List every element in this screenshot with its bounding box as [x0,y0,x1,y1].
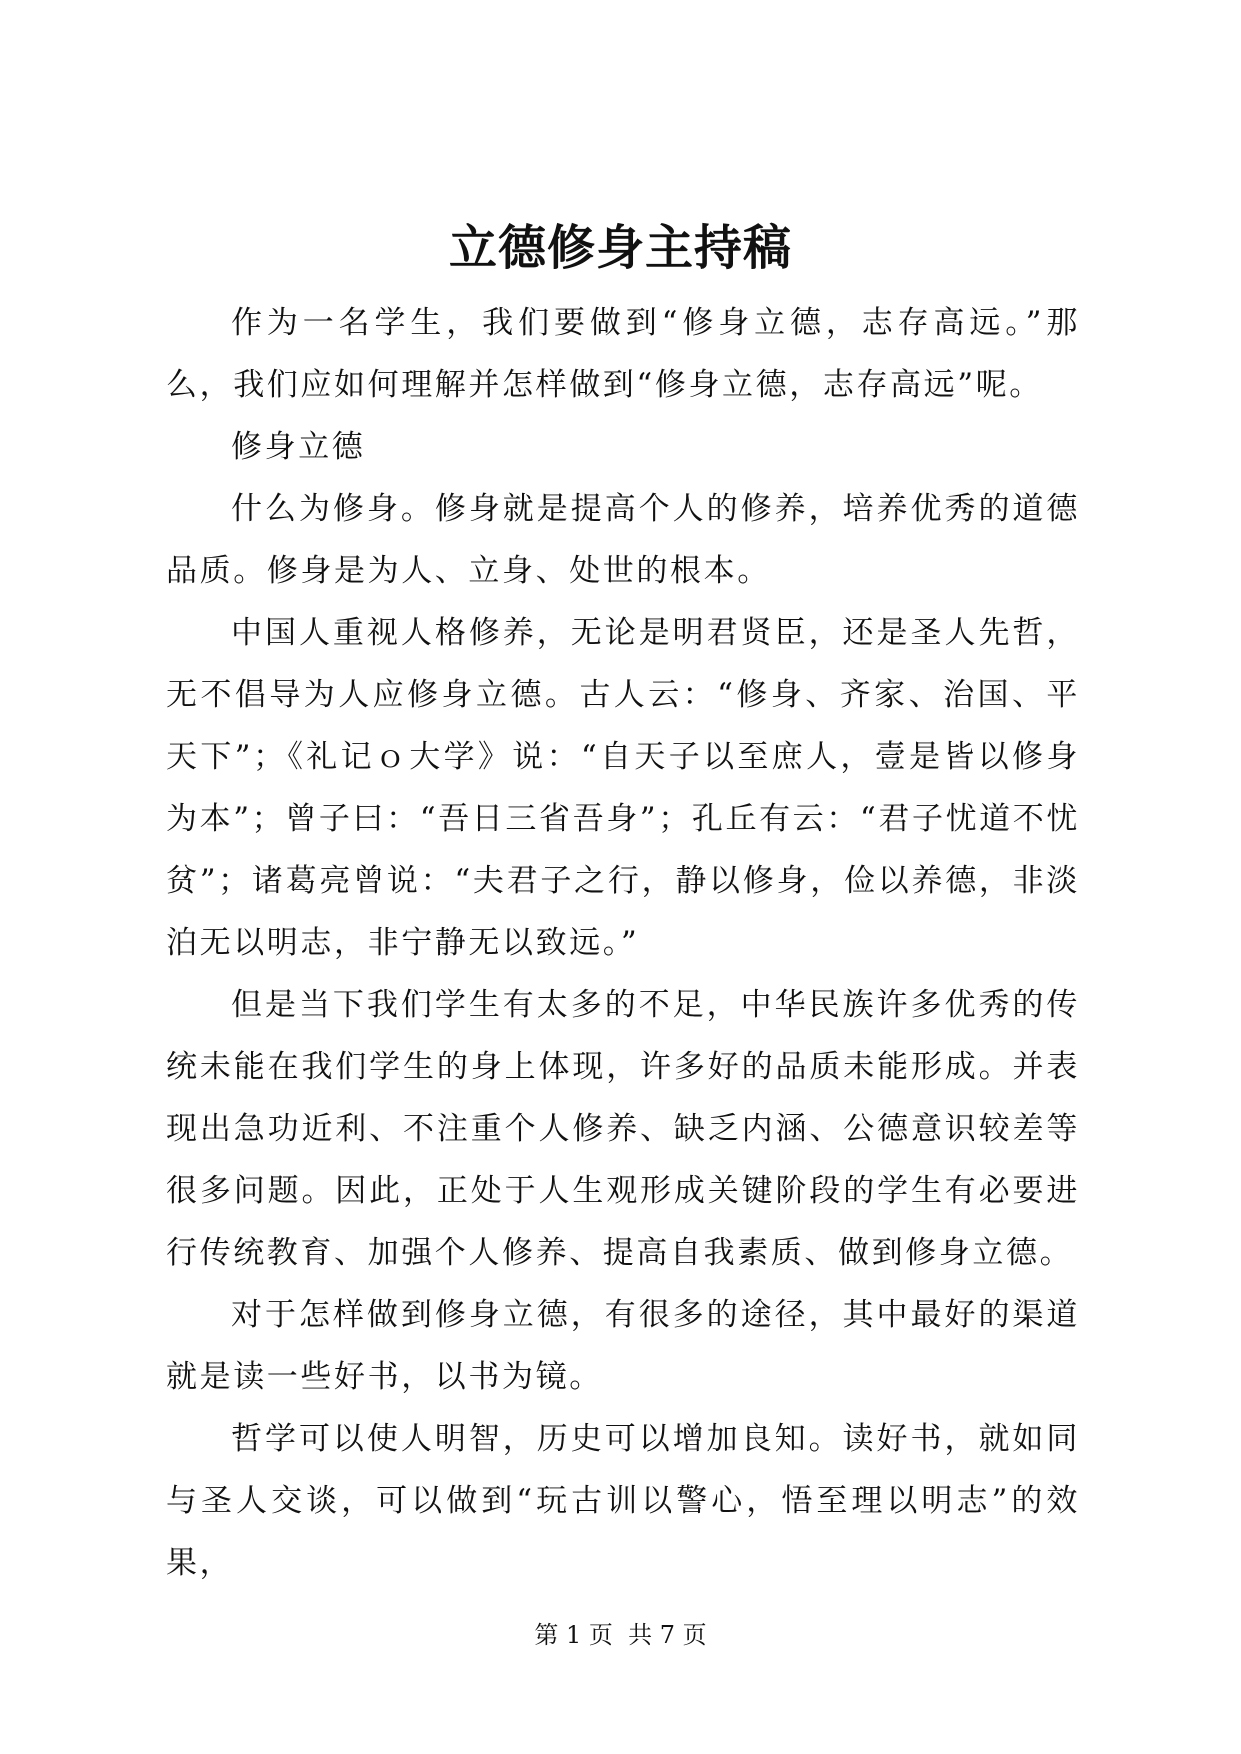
section-heading: 修身立德 [231,429,366,465]
paragraph: 什么为修身。修身就是提高个人的修养，培养优秀的道德品质。修身是为人、立身、处世的根本。 [166,491,1080,589]
paragraph: 作为一名学生，我们要做到“修身立德，志存高远。”那么，我们应如何理解并怎样做到“修身立德，志存高远”呢。 [166,305,1080,403]
paragraph: 中国人重视人格修养，无论是明君贤臣，还是圣人先哲，无不倡导为人应修身立德。古人云：“修身、齐家、治国、平天下”；《礼记ｏ大学》说：“自天子以至庶人，壹是皆以修身为本”；曾子曰：“吾日三省吾身”；孔丘有云：“君子忧道不忧贫”；诸葛亮曾说：“夫君子之行，静以修身，俭以养德，非淡泊无以明志，非宁静无以致远。” [166,615,1080,961]
document-title: 立德修身主持稿 [448,220,792,276]
paragraph: 对于怎样做到修身立德，有很多的途径，其中最好的渠道就是读一些好书，以书为镜。 [166,1297,1080,1395]
page-number: 第 1 页 共 7 页 [534,1621,707,1649]
document-body [166,292,1080,1594]
paragraph: 但是当下我们学生有太多的不足，中华民族许多优秀的传统未能在我们学生的身上体现，许多好的品质未能形成。并表现出急功近利、不注重个人修养、缺乏内涵、公德意识较差等很多问题。因此，正处于人生观形成关键阶段的学生有必要进行传统教育、加强个人修养、提高自我素质、做到修身立德。 [166,987,1080,1271]
paragraph: 哲学可以使人明智，历史可以增加良知。读好书，就如同与圣人交谈，可以做到“玩古训以警心，悟至理以明志”的效果， [166,1421,1080,1581]
page-footer [0,1620,1241,1650]
